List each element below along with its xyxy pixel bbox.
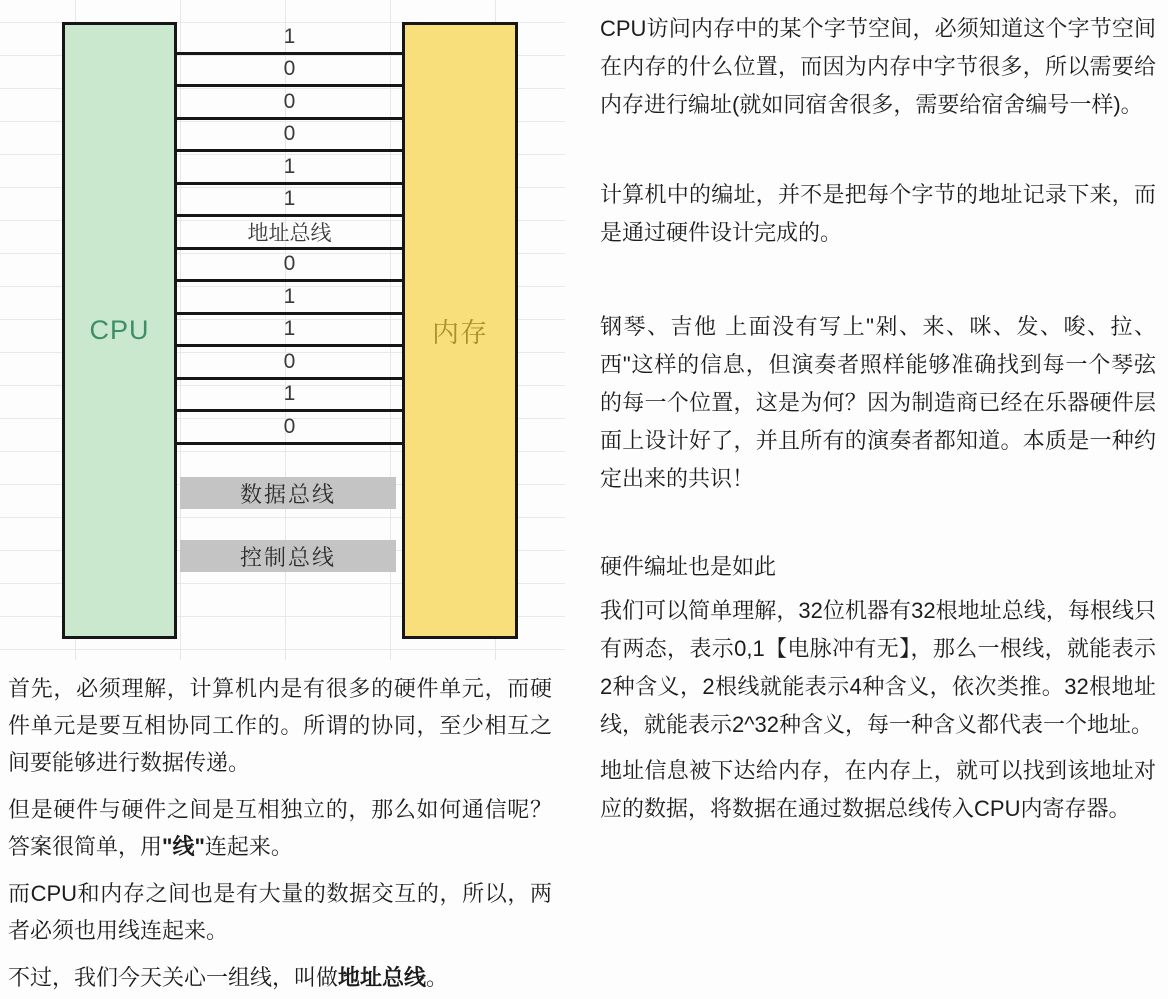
paragraph-bold: "线" — [162, 834, 205, 859]
bus-line-row — [177, 185, 402, 218]
control-bus-label: 控制总线 — [239, 544, 336, 570]
left-text-column — [8, 670, 552, 996]
paragraph: 硬件编址也是如此 — [600, 554, 777, 579]
paragraph-text: 不过，我们今天关心一组线，叫做 — [8, 965, 339, 990]
bus-line-row — [177, 87, 402, 120]
paragraph-text: 首先，必须理解，计算机内是有很多的硬件单元，而硬件单元是要互相协同工作的。所谓的协同，至少相互之间要能够进行数据传递。 — [8, 676, 552, 775]
bus-line-value: 1 — [283, 317, 296, 341]
paragraph-text: 。 — [426, 965, 449, 990]
bus-line-row — [177, 380, 402, 413]
right-text-column — [600, 10, 1156, 828]
bus-line-row — [177, 55, 402, 88]
memory-label: 内存 — [432, 318, 488, 348]
cpu-box — [62, 22, 177, 639]
address-bus-label: 地址总线 — [247, 221, 332, 245]
bus-line-row — [177, 22, 402, 55]
control-bus-band — [180, 540, 396, 572]
address-bus-label-row — [177, 217, 402, 250]
bus-line-row — [177, 315, 402, 348]
paragraph: CPU访问内存中的某个字节空间，必须知道这个字节空间在内存的什么位置，而因为内存中字节很多，所以需要给内存进行编址(就如同宿舍很多，需要给宿舍编号一样)。 — [600, 16, 1156, 117]
paragraph — [8, 670, 552, 781]
paragraph — [8, 791, 552, 865]
bus-line-value: 1 — [283, 24, 296, 48]
memory-box — [402, 22, 518, 639]
cpu-label: CPU — [89, 315, 150, 345]
paragraph-bold: 地址总线 — [338, 965, 427, 990]
bus-line-value: 1 — [283, 187, 296, 211]
bus-line-row — [177, 250, 402, 283]
bus-line-row — [177, 152, 402, 185]
bus-line-value: 1 — [283, 284, 296, 308]
paragraph: 计算机中的编址，并不是把每个字节的地址记录下来，而是通过硬件设计完成的。 — [600, 182, 1156, 245]
data-bus-band — [180, 477, 396, 509]
paragraph — [8, 875, 552, 949]
bus-line-value: 0 — [283, 57, 296, 81]
bus-line-value: 1 — [283, 154, 296, 178]
paragraph: 地址信息被下达给内存，在内存上，就可以找到该地址对应的数据，将数据在通过数据总线传入CPU内寄存器。 — [600, 758, 1156, 821]
address-bus-lines — [177, 22, 402, 445]
bus-line-value: 0 — [283, 349, 296, 373]
paragraph-text: 而CPU和内存之间也是有大量的数据交互的，所以，两者必须也用线连起来。 — [8, 881, 552, 943]
paragraph-text: 但是硬件与硬件之间是互相独立的，那么如何通信呢？答案很简单，用 — [8, 797, 552, 859]
paragraph: 我们可以简单理解，32位机器有32根地址总线，每根线只有两态，表示0,1【电脉冲有无】，那么一根线，就能表示2种含义，2根线就能表示4种含义，依次类推。32根地址线，就能表示2^32种含义，每一种含义都代表一个地址。 — [600, 598, 1156, 737]
bus-line-row — [177, 282, 402, 315]
bus-line-value: 1 — [283, 382, 296, 406]
bus-line-value: 0 — [283, 122, 296, 146]
paragraph: 钢琴、吉他 上面没有写上"剁、来、咪、发、唆、拉、西"这样的信息，但演奏者照样能够准确找到每一个琴弦的每一个位置，这是为何？因为制造商已经在乐器硬件层面上设计好了，并且所有的演奏者都知道。本质是一种约定出来的共识！ — [600, 314, 1156, 491]
data-bus-label: 数据总线 — [239, 481, 336, 507]
bus-line-row — [177, 120, 402, 153]
paragraph-text: 连起来。 — [204, 834, 293, 859]
paragraph — [8, 959, 552, 996]
cpu-memory-bus-diagram — [0, 0, 565, 660]
bus-line-row — [177, 412, 402, 445]
bus-line-value: 0 — [283, 252, 296, 276]
bus-line-row — [177, 347, 402, 380]
bus-line-value: 0 — [283, 89, 296, 113]
bus-line-value: 0 — [283, 414, 296, 438]
